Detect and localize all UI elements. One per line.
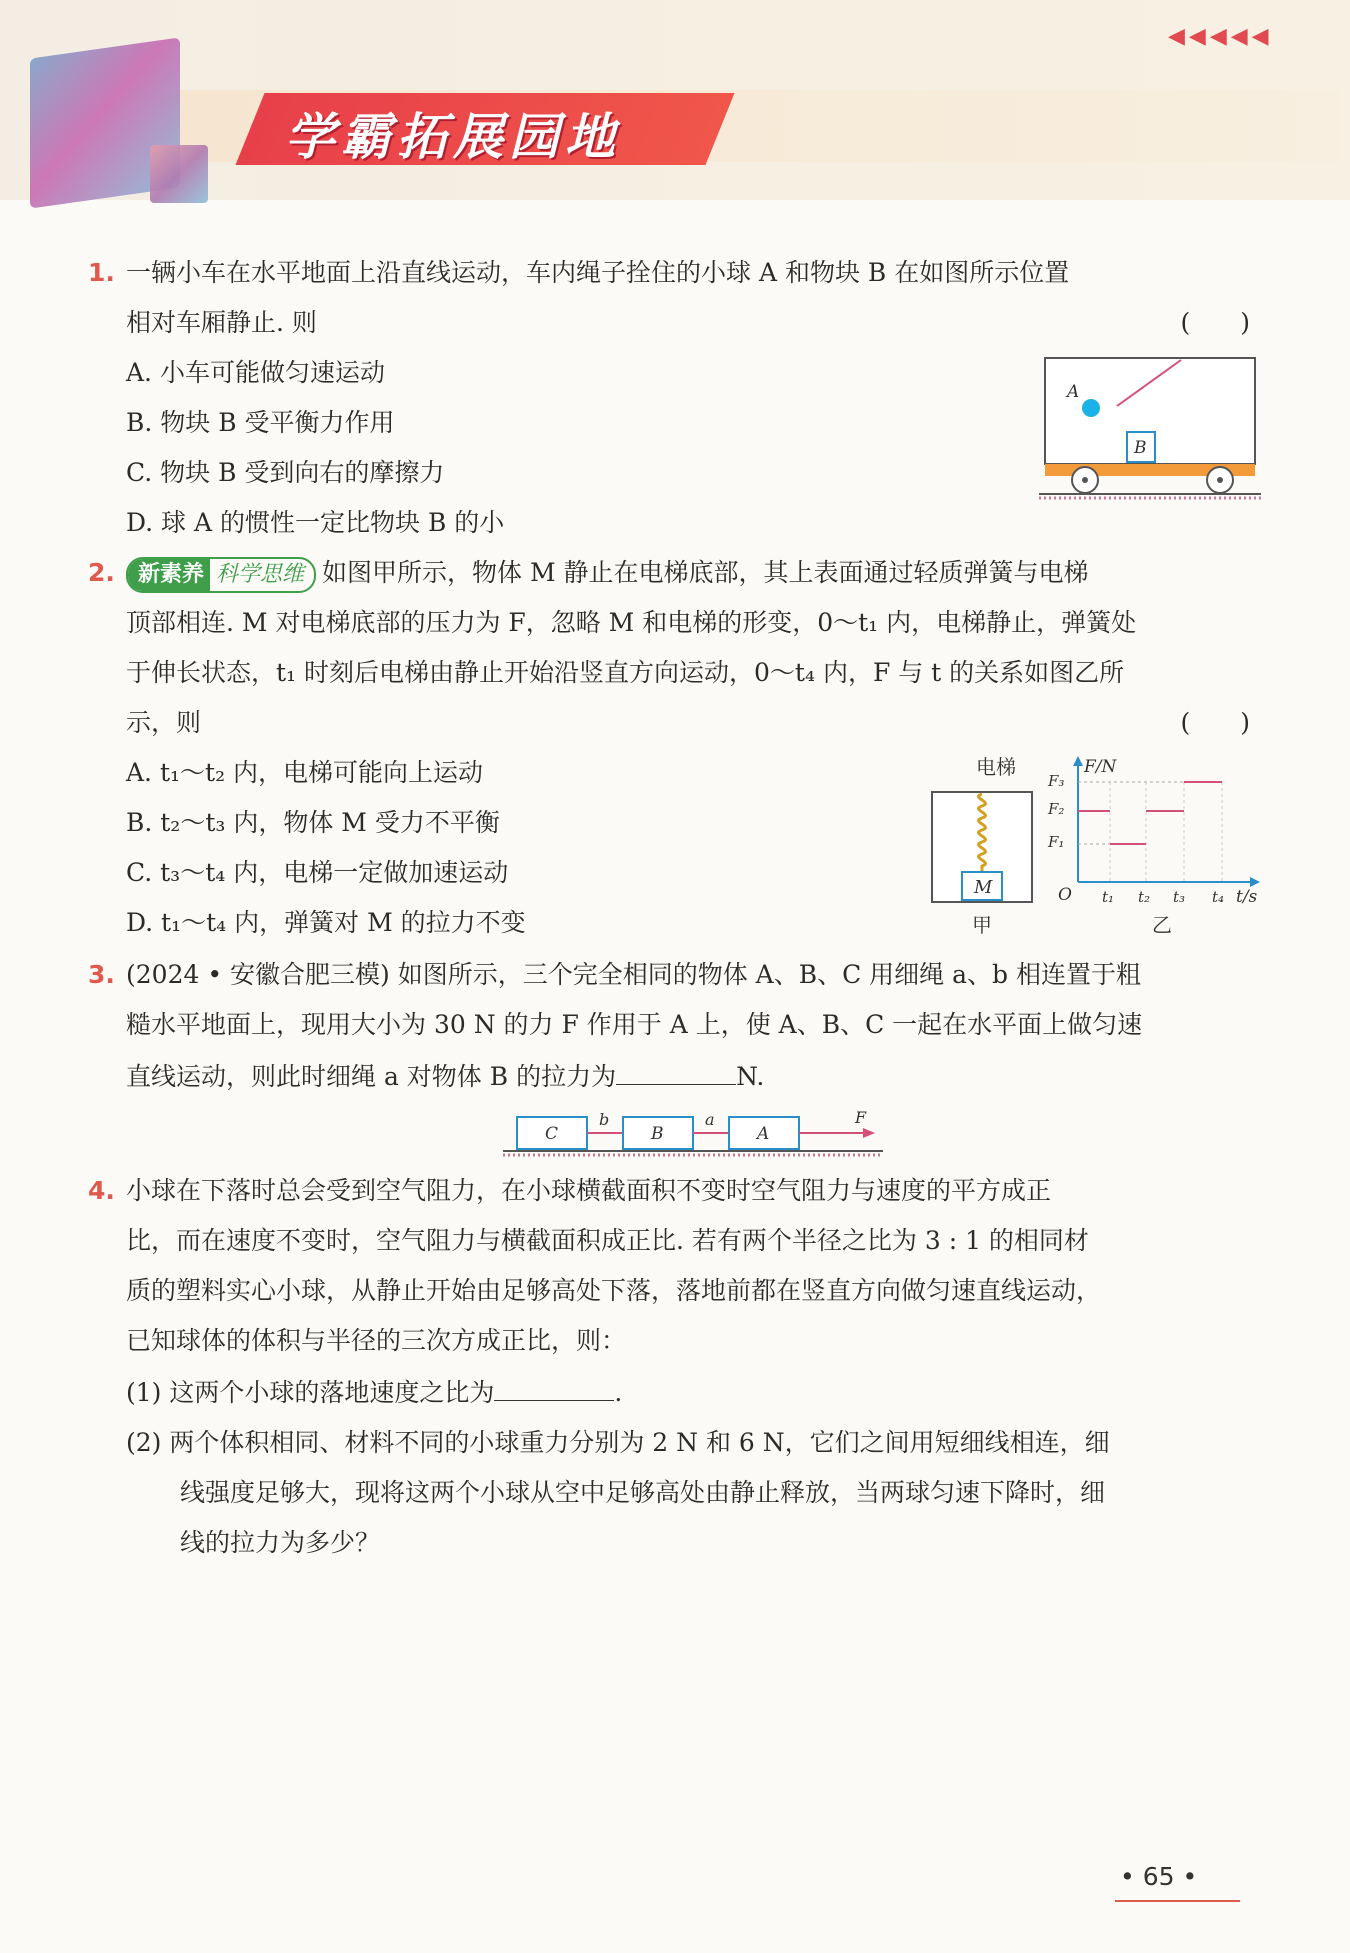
question-4 — [88, 1166, 1258, 1568]
question-stem-row — [126, 548, 1258, 598]
caption-yi: 乙 — [1152, 913, 1172, 937]
mass-label: M — [974, 877, 993, 898]
option-b: B. t₂～t₃ 内，物体 M 受力不平衡 — [126, 808, 500, 837]
label-a: A — [1067, 382, 1080, 402]
answer-paren: ( ) — [1180, 308, 1250, 337]
sub-question-2-line: 线强度足够大，现将这两个小球从空中足够高处由静止释放，当两球匀速下降时，细 — [180, 1478, 1106, 1507]
force-time-graph — [1040, 752, 1270, 942]
force-label: F — [855, 1108, 867, 1127]
block-b-label: B — [651, 1124, 664, 1144]
block-a-label: A — [757, 1124, 770, 1144]
question-number: 4. — [88, 1176, 115, 1205]
blocks-figure — [495, 1105, 885, 1165]
question-number: 3. — [88, 960, 115, 989]
arrows-decoration: ◀◀◀◀◀ — [1168, 24, 1273, 49]
question-stem-line: 比，而在速度不变时，空气阻力与横截面积成正比. 若有两个半径之比为 3 : 1 的相同材 — [126, 1226, 1089, 1255]
y-axis-label: F/N — [1084, 757, 1117, 777]
question-stem-line: 顶部相连. M 对电梯底部的压力为 F，忽略 M 和电梯的形变，0～t₁ 内，电梯静止，弹簧处 — [126, 608, 1137, 637]
literacy-tag — [126, 557, 316, 593]
option-d: D. t₁～t₄ 内，弹簧对 M 的拉力不变 — [126, 908, 526, 937]
option-b: B. 物块 B 受平衡力作用 — [126, 408, 395, 437]
page-header — [0, 0, 1350, 200]
cart-figure — [1035, 352, 1265, 502]
wheel-left-hub — [1082, 477, 1088, 483]
y-tick-f2: F₂ — [1048, 800, 1065, 818]
question-stem-row — [126, 298, 1258, 348]
x-axis-label: t/s — [1236, 887, 1258, 907]
answer-paren: ( ) — [1180, 708, 1250, 737]
wheel-right-hub — [1217, 477, 1223, 483]
rope-b-label: b — [599, 1110, 610, 1129]
question-stem-line: 糙水平地面上，现用大小为 30 N 的力 F 作用于 A 上，使 A、B、C 一起在水平面上做匀速 — [126, 1010, 1143, 1039]
y-axis-arrow — [1073, 756, 1083, 766]
question-number: 2. — [88, 558, 115, 587]
question-stem-line: (2024 • 安徽合肥三模) 如图所示，三个完全相同的物体 A、B、C 用细绳 a、b 相连置于粗 — [126, 960, 1141, 989]
question-stem-row — [126, 698, 1258, 748]
sub-question-2-line: 线的拉力为多少？ — [180, 1528, 381, 1557]
question-stem-row — [126, 1050, 1258, 1102]
label-b: B — [1134, 438, 1147, 458]
rope-a-label: a — [705, 1110, 715, 1129]
question-stem-line: 小球在下落时总会受到空气阻力，在小球横截面积不变时空气阻力与速度的平方成正 — [126, 1176, 1052, 1205]
block-c-label: C — [545, 1124, 559, 1144]
x-tick-t3: t₃ — [1173, 888, 1186, 906]
x-tick-t4: t₄ — [1212, 888, 1225, 906]
option-a: A. t₁～t₂ 内，电梯可能向上运动 — [126, 758, 484, 787]
option-d: D. 球 A 的惯性一定比物块 B 的小 — [126, 508, 505, 537]
answer-blank[interactable] — [494, 1366, 614, 1401]
y-tick-f3: F₃ — [1048, 772, 1065, 790]
answer-blank[interactable] — [616, 1050, 736, 1085]
question-stem-line: 已知球体的体积与半径的三次方成正比，则： — [126, 1326, 627, 1355]
question-stem-line: 示，则 — [126, 708, 202, 737]
page-number-underline — [1115, 1900, 1240, 1902]
option-c: C. 物块 B 受到向右的摩擦力 — [126, 458, 445, 487]
x-tick-t2: t₂ — [1138, 888, 1151, 906]
option-a: A. 小车可能做匀速运动 — [126, 358, 385, 387]
section-title: 学霸拓展园地 — [285, 108, 621, 166]
tag-secondary: 科学思维 — [216, 561, 305, 587]
question-stem-line: 一辆小车在水平地面上沿直线运动，车内绳子拴住的小球 A 和物块 B 在如图所示位置 — [126, 258, 1070, 287]
sub-question-2-line: (2) 两个体积相同、材料不同的小球重力分别为 2 N 和 6 N，它们之间用短细线相连，细 — [126, 1428, 1110, 1457]
question-number: 1. — [88, 258, 115, 287]
elevator-figure — [920, 752, 1040, 942]
y-tick-f1: F₁ — [1048, 833, 1065, 851]
option-c: C. t₃～t₄ 内，电梯一定做加速运动 — [126, 858, 509, 887]
question-stem-line: 如图甲所示，物体 M 静止在电梯底部，其上表面通过轻质弹簧与电梯 — [322, 558, 1089, 587]
question-stem-line: 相对车厢静止. 则 — [126, 308, 317, 337]
question-stem-line: 直线运动，则此时细绳 a 对物体 B 的拉力为 — [126, 1062, 617, 1091]
blank-suffix: N. — [736, 1062, 765, 1091]
elevator-label: 电梯 — [976, 755, 1016, 779]
question-3 — [88, 950, 1258, 1102]
tag-primary: 新素养 — [128, 559, 210, 591]
small-cube-decoration — [150, 145, 208, 203]
sub-question-end: . — [614, 1378, 623, 1407]
sub-question-1 — [126, 1366, 1258, 1418]
caption-jia: 甲 — [972, 913, 992, 937]
question-stem-line: 于伸长状态，t₁ 时刻后电梯由静止开始沿竖直方向运动，0～t₄ 内，F 与 t 的关系如图乙所 — [126, 658, 1125, 687]
x-tick-t1: t₁ — [1102, 888, 1115, 906]
force-arrowhead — [863, 1128, 875, 1138]
x-axis-arrow — [1250, 877, 1260, 887]
page-number: • 65 • — [1120, 1862, 1198, 1891]
origin-label: O — [1058, 885, 1072, 905]
sub-question-text: (1) 这两个小球的落地速度之比为 — [126, 1378, 495, 1407]
ball-a — [1082, 399, 1100, 417]
question-stem-line: 质的塑料实心小球，从静止开始由足够高处下落，落地前都在竖直方向做匀速直线运动， — [126, 1276, 1102, 1305]
